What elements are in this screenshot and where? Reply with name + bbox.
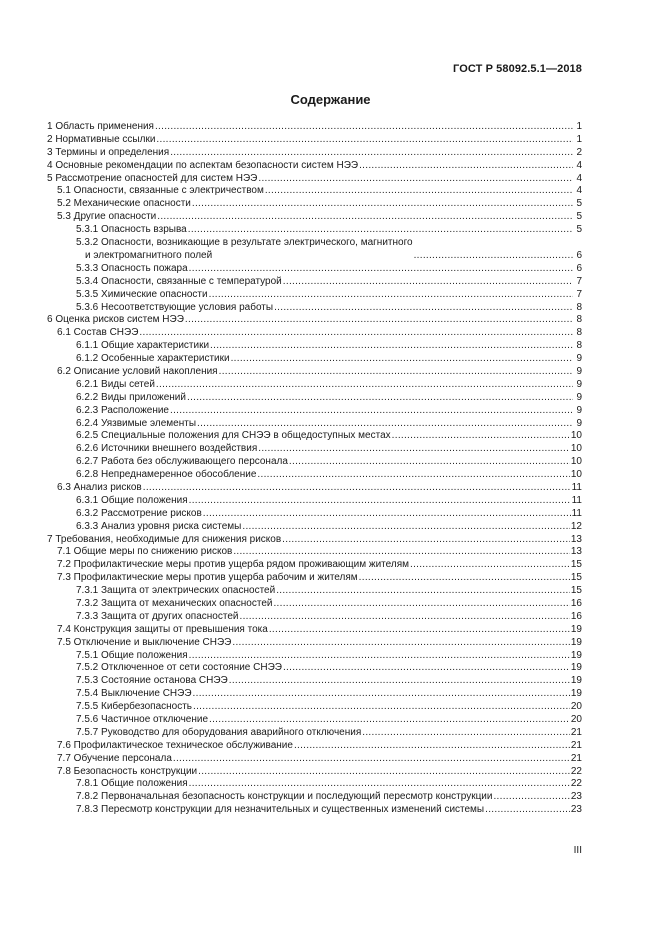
toc-entry-page: 11 [571, 481, 582, 493]
dot-leader [170, 147, 573, 160]
toc-entry-page: 9 [576, 365, 582, 377]
toc-entry-title: 6.3.2 Рассмотрение рисков [76, 507, 202, 519]
document-code: ГОСТ Р 58092.5.1—2018 [453, 63, 582, 75]
toc-entry-title: 7.5.4 Выключение СНЭЭ [76, 688, 192, 700]
toc-entry-page: 6 [576, 262, 582, 274]
toc-entry-page: 19 [570, 675, 582, 687]
toc-entry[interactable] [47, 611, 582, 624]
toc-entry-title: 6.1.1 Общие характеристики [76, 340, 210, 352]
dot-leader [219, 366, 573, 379]
toc-entry-page: 9 [576, 404, 582, 416]
toc-entry[interactable] [47, 675, 582, 688]
toc-entry[interactable] [47, 418, 582, 431]
toc-entry-title: 7.6 Профилактическое техническое обслуживание [57, 739, 293, 751]
toc-entry[interactable] [47, 121, 582, 134]
toc-entry-page: 11 [571, 507, 582, 519]
dot-leader [289, 456, 570, 469]
toc-entry-page: 21 [570, 752, 582, 764]
toc-entry-title: 6.2.3 Расположение [76, 404, 169, 416]
toc-entry[interactable] [47, 289, 582, 302]
toc-entry-page: 15 [570, 585, 582, 597]
dot-leader [189, 495, 571, 508]
toc-entry[interactable] [47, 366, 582, 379]
toc-entry[interactable] [47, 379, 582, 392]
dot-leader [156, 379, 573, 392]
dot-leader [258, 443, 570, 456]
table-of-contents [47, 121, 582, 817]
toc-entry[interactable] [47, 276, 582, 289]
toc-entry-page: 13 [570, 533, 582, 545]
dot-leader [189, 650, 570, 663]
toc-entry[interactable] [47, 327, 582, 340]
dot-leader [143, 482, 571, 495]
toc-entry-page: 4 [576, 159, 582, 171]
toc-entry[interactable] [47, 314, 582, 327]
dot-leader [192, 198, 573, 211]
toc-entry-page: 4 [576, 172, 582, 184]
toc-entry-title: 7.2 Профилактические меры против ущерба рядом проживающим жителям [57, 559, 409, 571]
dot-leader [282, 534, 570, 547]
toc-entry-page: 19 [570, 636, 582, 648]
toc-entry-page: 10 [570, 430, 582, 442]
toc-entry-title: 7.8.2 Первоначальная безопасность конструкции и последующий пересмотр конструкции [76, 791, 493, 803]
dot-leader [155, 121, 573, 134]
toc-entry-page: 8 [576, 327, 582, 339]
toc-entry[interactable] [47, 160, 582, 173]
toc-entry[interactable] [47, 482, 582, 495]
toc-entry[interactable] [47, 624, 582, 637]
toc-entry-page: 9 [576, 417, 582, 429]
toc-entry-page: 7 [576, 275, 582, 287]
toc-entry-page: 9 [576, 391, 582, 403]
dot-leader [157, 211, 573, 224]
toc-entry-title-line1: 5.3.2 Опасности, возникающие в результате электрического, магнитного [76, 237, 413, 249]
toc-entry-page: 1 [576, 121, 582, 132]
toc-entry-title: 7.5.1 Общие положения [76, 649, 188, 661]
toc-entry-title: 7.5.7 Руководство для оборудования аварийного отключения [76, 726, 362, 738]
toc-entry-title: 7.8 Безопасность конструкции [57, 765, 198, 777]
toc-entry-title: 7 Требования, необходимые для снижения рисков [47, 533, 282, 545]
toc-entry-page: 8 [576, 301, 582, 313]
dot-leader [359, 572, 570, 585]
dot-leader [189, 263, 573, 276]
toc-entry-title: 6.1.2 Особенные характеристики [76, 353, 230, 365]
dot-leader [273, 598, 569, 611]
dot-leader [258, 173, 573, 186]
toc-entry-title: 7.3.1 Защита от электрических опасностей [76, 585, 276, 597]
toc-entry-title: 5.3.6 Несоответствующие условия работы [76, 301, 274, 313]
toc-entry-page: 5 [576, 198, 582, 210]
toc-entry-title: 5.3.1 Опасность взрыва [76, 224, 187, 236]
page-number: III [573, 845, 582, 856]
toc-entry-title: 1 Область применения [47, 121, 154, 132]
toc-entry-page: 5 [576, 211, 582, 223]
dot-leader [197, 418, 573, 431]
toc-entry-page: 19 [570, 662, 582, 674]
toc-entry-page: 12 [570, 520, 582, 532]
dot-leader [187, 392, 573, 405]
page-title: Содержание [290, 92, 371, 107]
toc-entry[interactable] [47, 237, 582, 263]
dot-leader [414, 250, 573, 263]
dot-leader [410, 559, 570, 572]
toc-entry[interactable] [47, 211, 582, 224]
toc-entry-title: 6 Оценка рисков систем НЭЭ [47, 314, 184, 326]
toc-entry[interactable] [47, 405, 582, 418]
dot-leader [233, 546, 570, 559]
toc-entry[interactable] [47, 650, 582, 663]
toc-entry-title: 7.5 Отключение и выключение СНЭЭ [57, 636, 232, 648]
toc-entry-page: 19 [570, 623, 582, 635]
toc-entry-page: 2 [576, 146, 582, 158]
dot-leader [193, 701, 570, 714]
dot-leader [242, 521, 570, 534]
dot-leader [269, 624, 570, 637]
toc-entry[interactable] [47, 521, 582, 534]
toc-entry[interactable] [47, 753, 582, 766]
toc-entry-page: 23 [570, 791, 582, 803]
toc-entry[interactable] [47, 495, 582, 508]
toc-entry-page: 11 [571, 494, 582, 506]
toc-entry-title: 6.2 Описание условий накопления [57, 365, 218, 377]
toc-entry-title: 7.5.6 Частичное отключение [76, 714, 209, 725]
toc-entry-page: 20 [570, 714, 582, 725]
toc-entry[interactable] [47, 430, 582, 443]
toc-entry[interactable] [47, 534, 582, 547]
toc-entry-title: 5.3.3 Опасность пожара [76, 262, 188, 274]
toc-entry-title: 7.3 Профилактические меры против ущерба рабочим и жителям [57, 572, 358, 584]
toc-entry[interactable] [47, 727, 582, 740]
toc-entry-page: 10 [570, 443, 582, 455]
toc-entry-page: 19 [570, 688, 582, 700]
dot-leader [362, 727, 570, 740]
dot-leader [231, 353, 573, 366]
toc-entry[interactable] [47, 392, 582, 405]
toc-entry[interactable] [47, 804, 582, 817]
dot-leader [198, 766, 570, 779]
toc-entry-page: 16 [570, 597, 582, 609]
toc-entry-title: 6.2.8 Непреднамеренное обособление [76, 469, 257, 481]
toc-entry-title: 5.3.5 Химические опасности [76, 288, 208, 300]
toc-entry-title: 5.2 Механические опасности [57, 198, 191, 210]
dot-leader [265, 185, 573, 198]
toc-entry[interactable] [47, 559, 582, 572]
toc-entry[interactable] [47, 572, 582, 585]
toc-entry-title: 7.5.2 Отключенное от сети состояние СНЭЭ [76, 662, 282, 674]
toc-entry[interactable] [47, 662, 582, 675]
dot-leader [239, 611, 569, 624]
toc-entry[interactable] [47, 791, 582, 804]
toc-entry-title: 6.2.6 Источники внешнего воздействия [76, 443, 258, 455]
toc-entry-title: 6.1 Состав СНЭЭ [57, 327, 139, 339]
toc-entry-title: 7.1 Общие меры по снижению рисков [57, 546, 233, 558]
toc-entry-title: 6.2.7 Работа без обслуживающего персонала [76, 456, 288, 468]
toc-entry[interactable] [47, 302, 582, 315]
toc-entry-title: 7.5.3 Состояние останова СНЭЭ [76, 675, 228, 687]
toc-entry-page: 21 [570, 726, 582, 738]
dot-leader [485, 804, 570, 817]
toc-entry-page: 1 [576, 133, 582, 145]
dot-leader [229, 675, 570, 688]
dot-leader [139, 327, 573, 340]
toc-entry[interactable] [47, 598, 582, 611]
dot-leader [274, 302, 573, 315]
toc-entry-title: 7.3.2 Защита от механических опасностей [76, 597, 273, 609]
toc-entry-title: 7.3.3 Защита от других опасностей [76, 610, 239, 622]
toc-entry[interactable] [47, 443, 582, 456]
dot-leader [359, 160, 573, 173]
toc-entry-page: 4 [576, 185, 582, 197]
dot-leader [493, 791, 569, 804]
toc-entry-page: 15 [570, 559, 582, 571]
dot-leader [283, 276, 573, 289]
toc-entry[interactable] [47, 134, 582, 147]
toc-entry-page: 23 [570, 804, 582, 816]
toc-entry[interactable] [47, 637, 582, 650]
toc-entry-page: 22 [570, 765, 582, 777]
toc-entry[interactable] [47, 740, 582, 753]
toc-entry[interactable] [47, 546, 582, 559]
toc-entry-title: 6.2.2 Виды приложений [76, 391, 186, 403]
toc-entry-page: 8 [576, 314, 582, 326]
dot-leader [283, 662, 570, 675]
toc-entry-page: 19 [570, 649, 582, 661]
toc-entry[interactable] [47, 508, 582, 521]
dot-leader [193, 688, 570, 701]
toc-entry-title: 7.8.1 Общие положения [76, 778, 188, 790]
toc-entry[interactable] [47, 456, 582, 469]
toc-entry-page: 6 [576, 249, 582, 261]
toc-entry-title: 7.8.3 Пересмотр конструкции для незначительных и существенных изменений системы [76, 804, 485, 816]
toc-entry-title: 6.3.1 Общие положения [76, 494, 188, 506]
toc-entry-page: 10 [570, 469, 582, 481]
toc-entry-title: 5.3 Другие опасности [57, 211, 157, 223]
toc-entry[interactable] [47, 778, 582, 791]
toc-entry[interactable] [47, 263, 582, 276]
toc-entry[interactable] [47, 766, 582, 779]
dot-leader [189, 778, 570, 791]
toc-entry-title: 4 Основные рекомендации по аспектам безопасности систем НЭЭ [47, 159, 359, 171]
toc-entry-title: 6.2.1 Виды сетей [76, 378, 155, 390]
toc-entry-title-line2: и электромагнитного полей [85, 249, 213, 261]
toc-entry-page: 9 [576, 378, 582, 390]
dot-leader [210, 340, 573, 353]
toc-entry-title: 7.7 Обучение персонала [57, 752, 172, 764]
toc-entry[interactable] [47, 198, 582, 211]
toc-entry-title: 6.3 Анализ рисков [57, 481, 142, 493]
toc-entry-title: 5.1 Опасности, связанные с электричеством [57, 185, 264, 197]
toc-entry-title: 7.4 Конструкция защиты от превышения тока [57, 623, 268, 635]
toc-entry[interactable] [47, 224, 582, 237]
toc-entry-page: 21 [570, 739, 582, 751]
toc-entry[interactable] [47, 688, 582, 701]
toc-entry[interactable] [47, 353, 582, 366]
dot-leader [203, 508, 571, 521]
dot-leader [276, 585, 570, 598]
toc-entry[interactable] [47, 469, 582, 482]
toc-entry-page: 9 [576, 353, 582, 365]
toc-entry-title: 6.3.3 Анализ уровня риска системы [76, 520, 242, 532]
dot-leader [170, 405, 573, 418]
dot-leader [294, 740, 570, 753]
toc-entry[interactable] [47, 714, 582, 727]
toc-entry-page: 20 [570, 701, 582, 713]
toc-entry-title [76, 237, 413, 263]
dot-leader [173, 753, 570, 766]
toc-entry[interactable] [47, 147, 582, 160]
toc-entry-title: 5.3.4 Опасности, связанные с температурой [76, 275, 282, 287]
toc-entry[interactable] [47, 701, 582, 714]
toc-entry-title: 6.2.4 Уязвимые элементы [76, 417, 197, 429]
toc-entry[interactable] [47, 340, 582, 353]
toc-entry-title: 2 Нормативные ссылки [47, 133, 156, 145]
toc-entry[interactable] [47, 173, 582, 186]
dot-leader [232, 637, 570, 650]
dot-leader [257, 469, 569, 482]
toc-entry-page: 10 [570, 456, 582, 468]
toc-entry-title: 5 Рассмотрение опасностей для систем НЭЭ [47, 172, 258, 184]
toc-entry-page: 13 [570, 546, 582, 558]
dot-leader [188, 224, 573, 237]
toc-entry-page: 22 [570, 778, 582, 790]
toc-entry-page: 15 [570, 572, 582, 584]
toc-entry-title: 7.5.5 Кибербезопасность [76, 701, 193, 713]
dot-leader [209, 289, 573, 302]
dot-leader [392, 430, 570, 443]
toc-entry-title: 6.2.5 Специальные положения для СНЭЭ в общедоступных местах [76, 430, 391, 442]
toc-entry[interactable] [47, 585, 582, 598]
dot-leader [209, 714, 570, 727]
dot-leader [156, 134, 573, 147]
toc-entry-page: 16 [570, 610, 582, 622]
toc-entry[interactable] [47, 185, 582, 198]
toc-entry-title: 3 Термины и определения [47, 146, 170, 158]
dot-leader [185, 314, 573, 327]
toc-entry-page: 5 [576, 224, 582, 236]
toc-entry-page: 8 [576, 340, 582, 352]
toc-entry-page: 7 [576, 288, 582, 300]
